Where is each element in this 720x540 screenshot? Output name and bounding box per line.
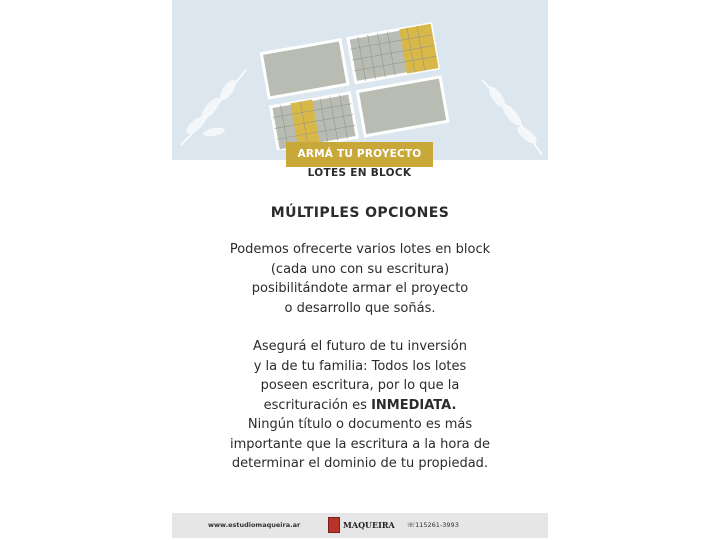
paragraph-line: posibilitándote armar el proyecto	[251, 281, 469, 296]
website-link[interactable]: www.estudiomaqueira.ar	[208, 521, 301, 529]
logo-text: MAQUEIRA	[343, 520, 395, 530]
flyer-page	[172, 0, 548, 540]
section-heading: MÚLTIPLES OPCIONES	[270, 205, 450, 221]
hero-banner	[172, 0, 548, 160]
lots-plan-illustration	[256, 18, 452, 150]
banner-title: ARMÁ TU PROYECTO	[286, 142, 433, 167]
paragraph-line: importante que la escritura a la hora de	[229, 436, 491, 452]
paragraph-line: Podemos ofrecerte varios lotes en block	[229, 242, 491, 257]
paragraph-line: (cada uno con su escritura)	[270, 261, 450, 277]
paragraph-intro	[172, 240, 548, 318]
paragraph-text: escrituración es	[263, 397, 372, 413]
banner-subtitle: LOTES EN BLOCK	[307, 167, 412, 179]
phone-number: ☏115261-3993	[407, 521, 459, 529]
footer-bar	[172, 513, 548, 538]
paragraph-line: o desarrollo que soñás.	[284, 300, 436, 316]
paragraph-line: determinar el dominio de tu propiedad.	[231, 456, 489, 471]
company-logo	[328, 517, 395, 533]
logo-mark-icon	[328, 517, 340, 533]
paragraph-line: Ningún título o documento es más	[247, 417, 473, 432]
paragraph-line: poseen escritura, por lo que la	[260, 378, 460, 393]
paragraph-line: y la de tu familia: Todos los lotes	[253, 358, 467, 374]
paragraph-line	[172, 396, 548, 416]
paragraph-guarantee	[172, 337, 548, 474]
leaf-decoration-icon	[472, 65, 548, 160]
leaf-decoration-icon	[176, 60, 256, 150]
paragraph-line: Asegurá el futuro de tu inversión	[253, 339, 467, 354]
emphasis-text: INMEDIATA.	[371, 397, 457, 413]
